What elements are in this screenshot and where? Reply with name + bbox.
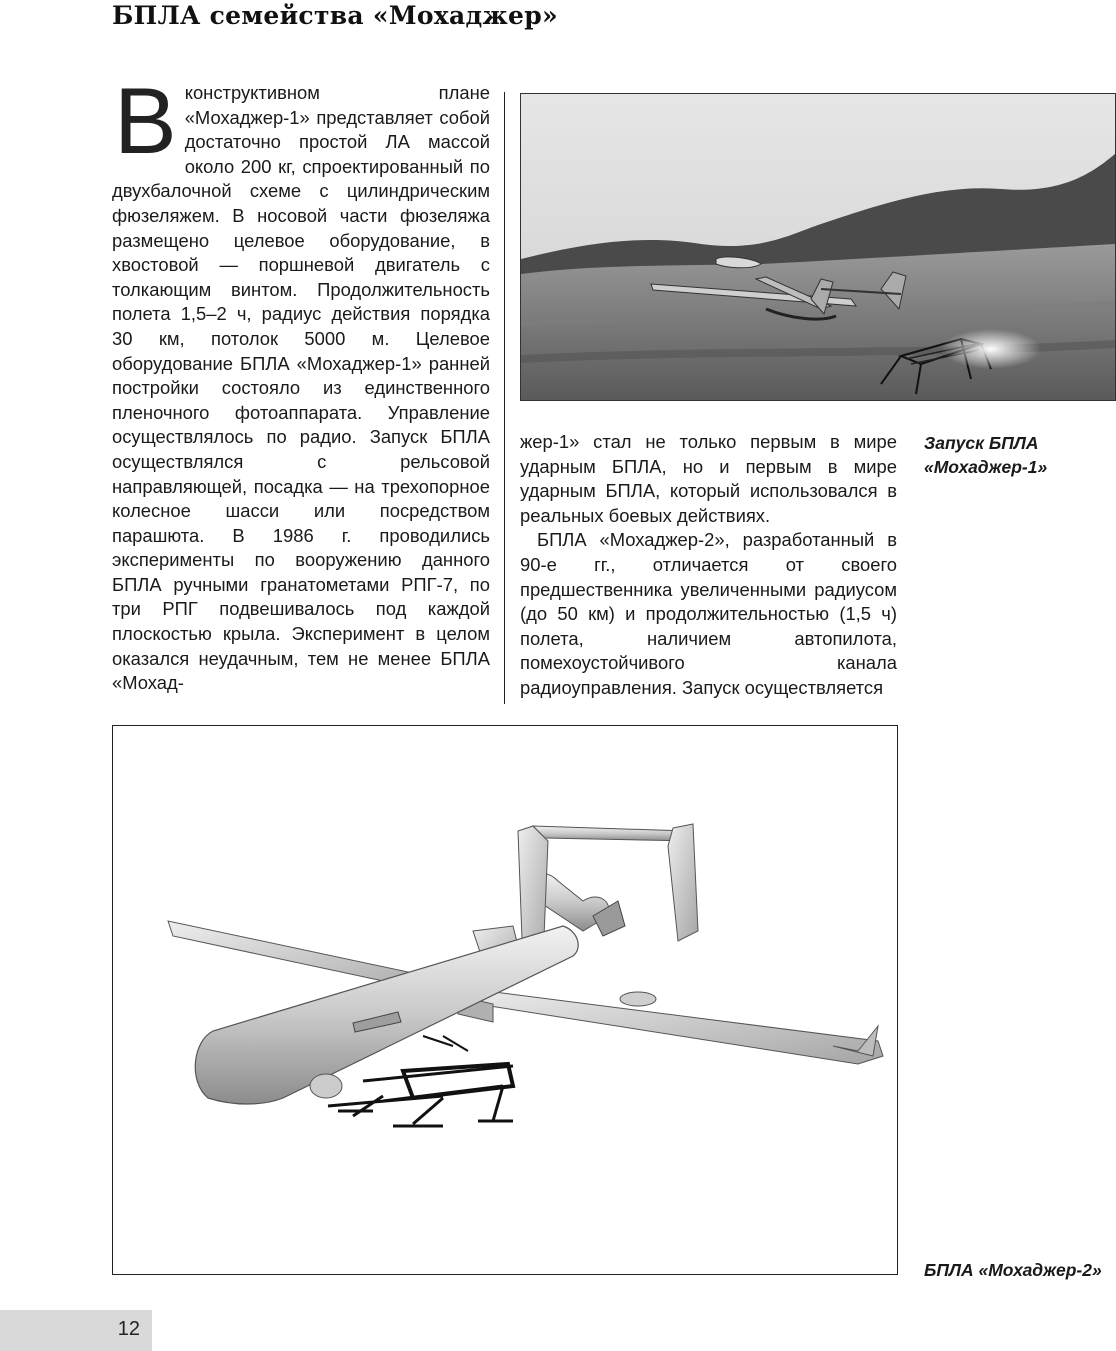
photo-illustration <box>521 94 1115 400</box>
drop-cap: В <box>114 68 177 173</box>
article-left-column <box>112 68 490 696</box>
drawing-caption: БПЛА «Мохаджер-2» <box>924 1260 1102 1280</box>
launch-photo <box>520 93 1116 401</box>
page-number-tab <box>0 1310 152 1351</box>
drone-3d-illustration <box>113 726 897 1274</box>
photo-caption: Запуск БПЛА «Мохаджер-1» <box>924 433 1048 477</box>
article-middle-column <box>520 430 897 701</box>
article-paragraph-text: конструктивном плане «Мохаджер-1» представляет собой достаточно простой ЛА массой около 200 кг, спроектированный по двухбалочной схеме с цилиндрическим фюзеляжем. В носовой части фюзеляжа размещено целевое оборудование, в хвостовой — поршневой двигатель с толкающим винтом. Продолжительность полета 1,5–2 ч, радиус действия порядка 30 км, потолок 5000 м. Целевое оборудование БПЛА «Мохаджер-1» ранней постройки состояло из единственного пленочного фотоаппарата. Управление осуществлялось по радио. Запуск БПЛА осуществлялся с рельсовой направляющей, посадка — на трехопорное колесное шасси или посредством парашюта. В 1986 г. проводились эксперименты по вооружению данного БПЛА ручными гранатометами РПГ-7, по три РПГ подвешивалось под каждой плоскостью крыла. Эксперимент в целом оказался неудачным, тем не менее БПЛА «Мохад- <box>112 82 490 694</box>
article-paragraph: жер-1» стал не только первым в мире ударным БПЛА, но и первым в мире ударным БПЛА, который использовался в реальных боевых действиях. <box>520 431 897 526</box>
launch-smoke <box>941 329 1041 369</box>
drone-drawing <box>112 725 898 1275</box>
page-number: 12 <box>117 1318 140 1340</box>
page-title: БПЛА семейства «Мохаджер» <box>112 1 558 30</box>
article-paragraph: БПЛА «Мохаджер-2», разработанный в 90-е гг., отличается от своего предшественника увеличенными радиусом (до 50 км) и продолжительностью (1,5 ч) полета, наличием автопилота, помехоустойчивого канала радиоуправления. Запуск осуществляется <box>520 529 897 698</box>
article-paragraph <box>112 68 490 696</box>
column-divider <box>504 92 505 704</box>
